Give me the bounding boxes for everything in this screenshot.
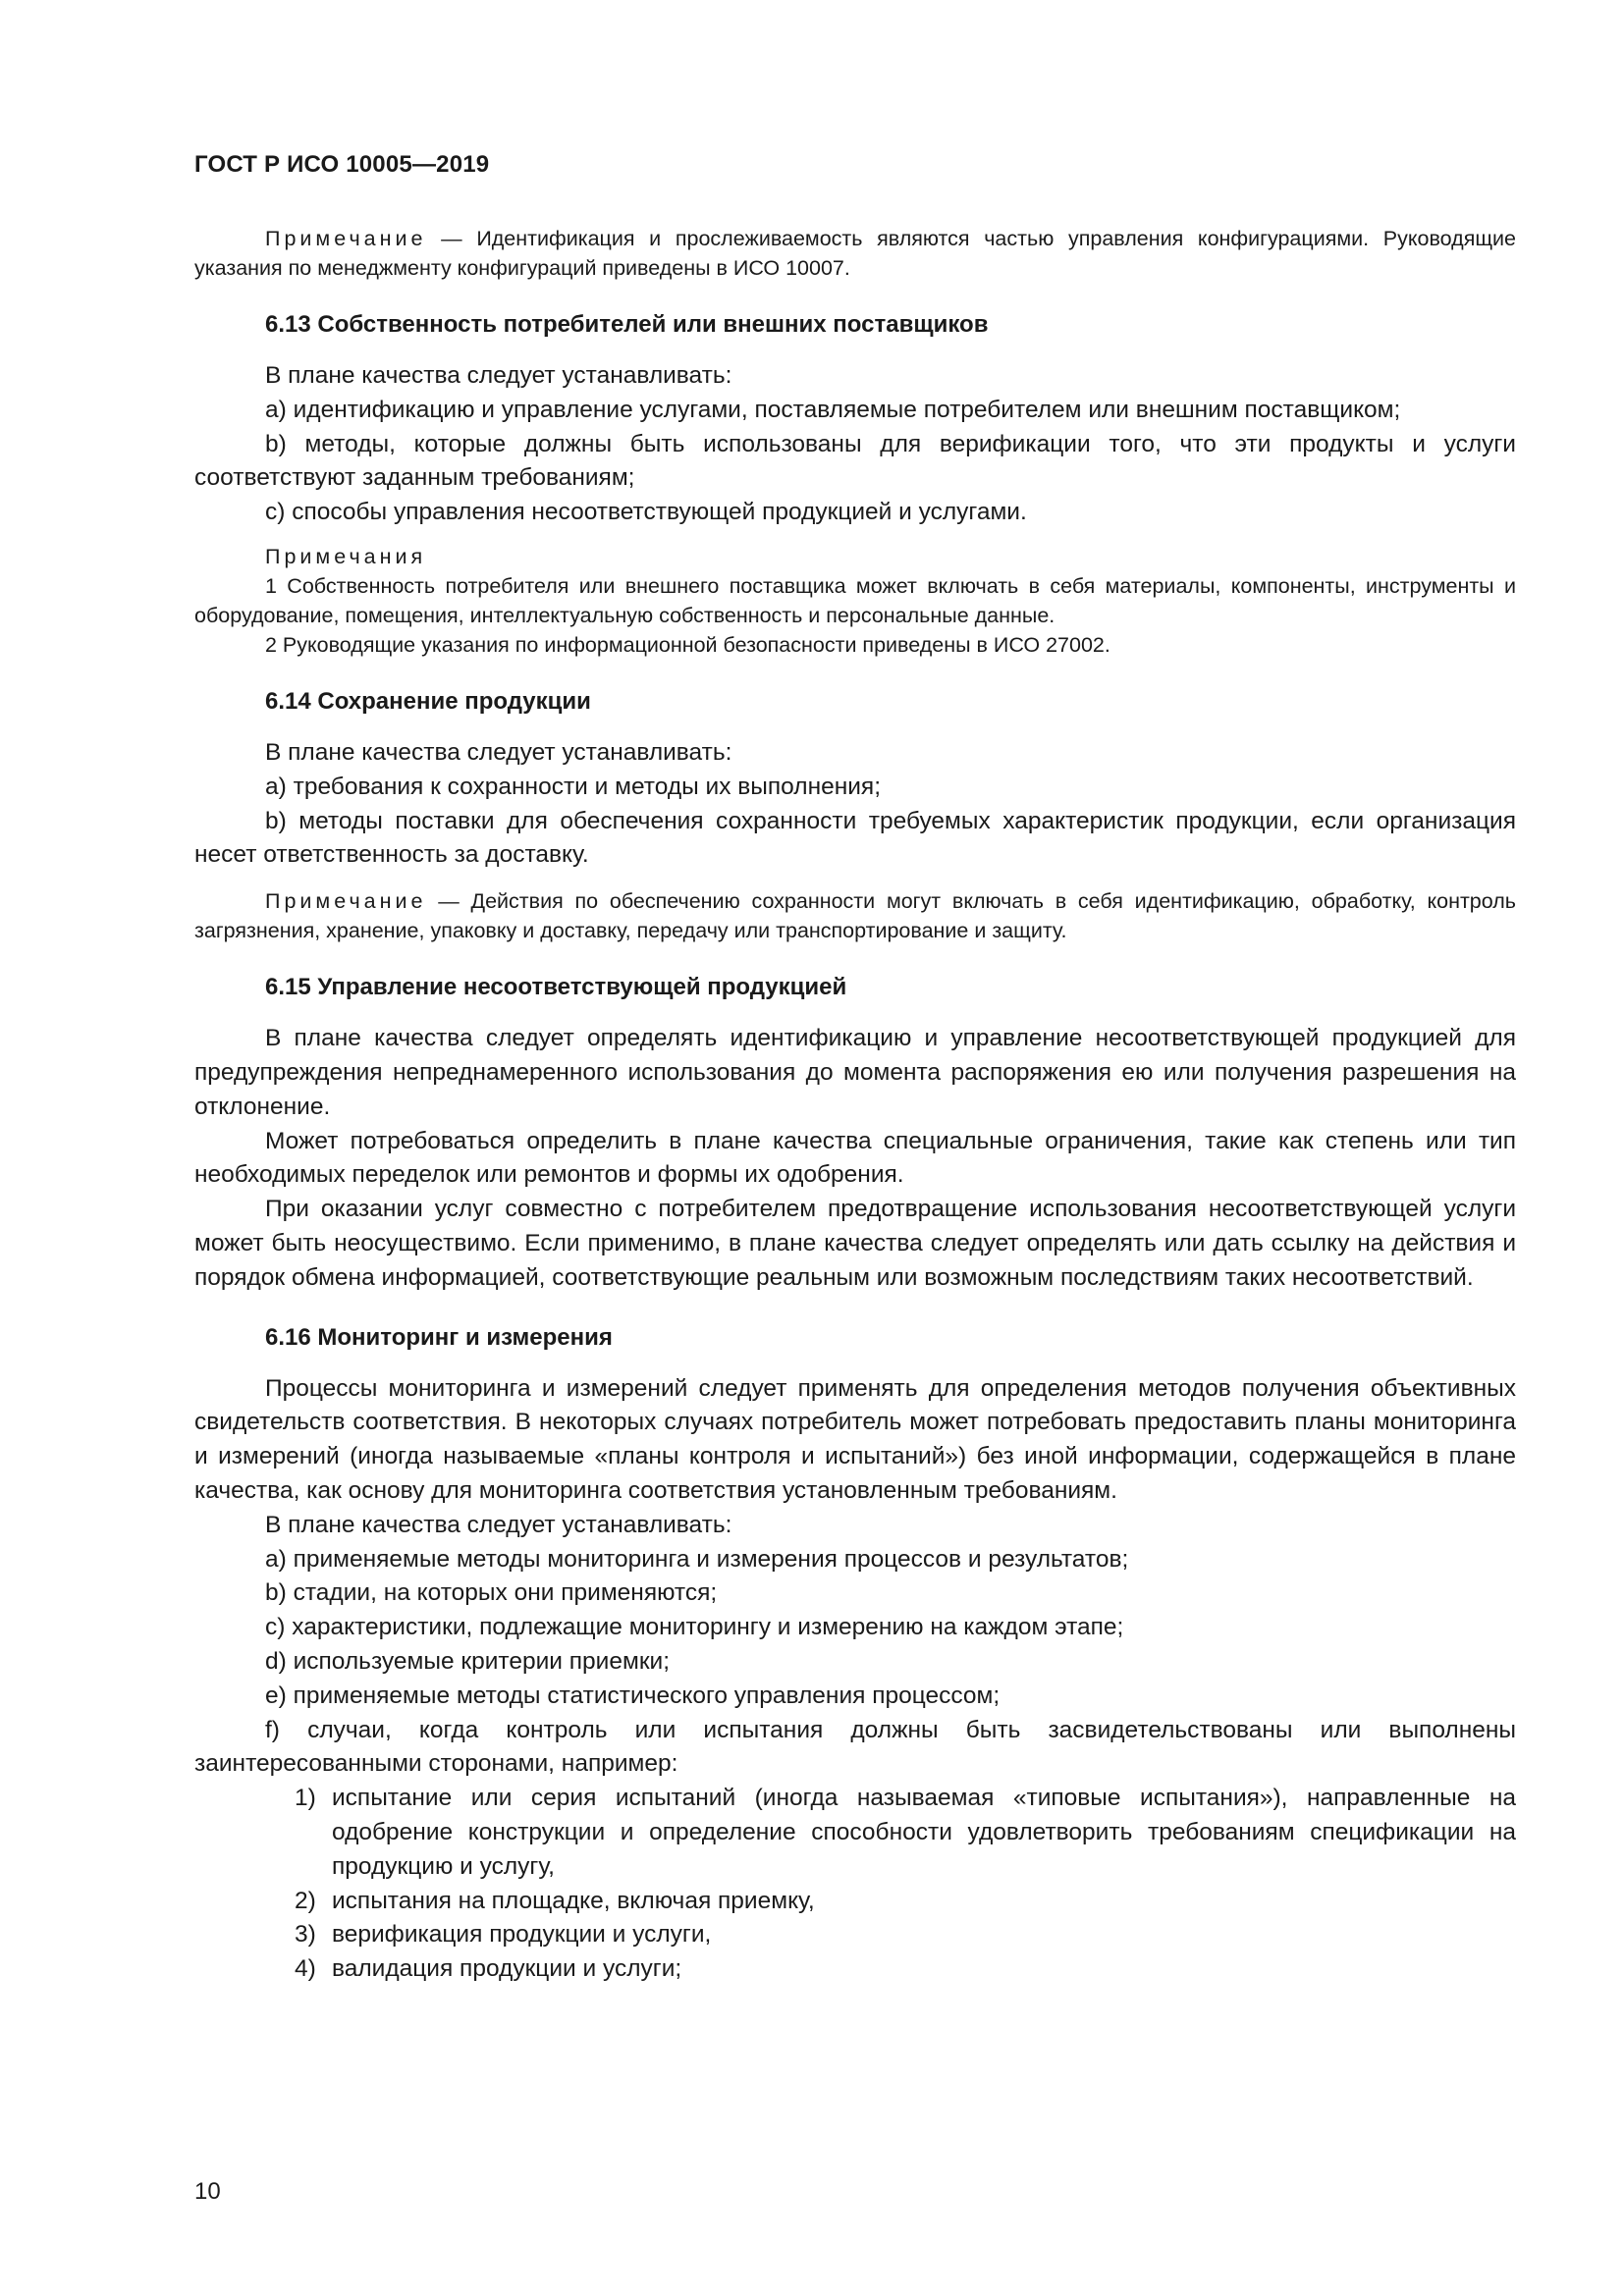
section-heading-6-15: 6.15 Управление несоответствующей продукцией [265,974,847,1001]
section-heading-6-13: 6.13 Собственность потребителей или внешних поставщиков [265,311,989,338]
note-intro [194,224,1516,283]
note-text: — Действия по обеспечению сохранности могут включать в себя идентификацию, обработку, контроль загрязнения, хранение, упаковку и доставку, передачу или транспортирование и защиту. [194,889,1516,943]
list-item: b) методы, которые должны быть использованы для верификации того, что эти продукты и услуги соответствуют заданным требованиям; [194,430,1516,492]
list-item: c) характеристики, подлежащие мониторингу и измерению на каждом этапе; [265,1614,1124,1641]
sub-list-item [295,1885,1516,1919]
notes-title [194,542,1516,571]
list-item: b) стадии, на которых они применяются; [265,1579,718,1607]
note-item: 2 Руководящие указания по информационной безопасности приведены в ИСО 27002. [265,632,1110,657]
list-item: d) используемые критерии приемки; [265,1647,671,1675]
paragraph: Процессы мониторинга и измерений следует применять для определения методов получения объективных свидетельств соответствия. В некоторых случаях потребитель может потребовать предоставить планы мониторинга и измерений (иногда называемые «планы контроля и испытаний») без иной информации, содержащейся в плане качества, как основу для мониторинга соответствия установленным требованиям. [194,1374,1516,1504]
sub-list-text: верификация продукции и услуги, [332,1921,712,1949]
sub-list-number: 4) [295,1955,316,1983]
list-item: a) идентификацию и управление услугами, поставляемые потребителем или внешним поставщиком; [265,396,1401,423]
paragraph: В плане качества следует устанавливать: [265,1511,732,1538]
sub-list-item [295,1952,1516,1987]
sub-list-text: валидация продукции и услуги; [332,1955,682,1983]
document-page [194,0,1516,2296]
sub-list-text: испытания на площадке, включая приемку, [332,1887,815,1914]
page-number: 10 [194,2178,221,2205]
sub-list-item [295,1918,1516,1952]
sub-list-number: 3) [295,1921,316,1949]
notes-label: Примечания [265,544,427,568]
note-label: Примечание [265,889,427,914]
paragraph: При оказании услуг совместно с потребителем предотвращение использования несоответствующей услуги может быть неосуществимо. Если применимо, в плане качества следует определять или дать ссылку на действия и порядок обмена информацией, соответствующие реальным или возможным последствиям таких несоответствий. [194,1196,1516,1291]
paragraph: В плане качества следует устанавливать: [265,738,732,766]
list-item: e) применяемые методы статистического управления процессом; [265,1682,1001,1709]
section-heading-6-16: 6.16 Мониторинг и измерения [265,1323,613,1351]
page-content [194,224,1516,1987]
paragraph: Может потребоваться определить в плане качества специальные ограничения, такие как степень или тип необходимых переделок или ремонтов и формы их одобрения. [194,1127,1516,1189]
sub-list-item [295,1782,1516,1884]
list-item: a) применяемые методы мониторинга и измерения процессов и результатов; [265,1545,1129,1573]
sub-list-text: испытание или серия испытаний (иногда называемая «типовые испытания»), направленные на одобрение конструкции и определение способности удовлетворить требованиям спецификации на продукцию и услугу, [332,1785,1516,1880]
note-text: — Идентификация и прослеживаемость являются частью управления конфигурациями. Руководящие указания по менеджменту конфигураций приведены в ИСО 10007. [194,227,1516,280]
note-6-14 [194,886,1516,945]
list-item: a) требования к сохранности и методы их выполнения; [265,773,882,800]
sub-list-number: 2) [295,1887,316,1914]
note-label: Примечание [265,227,427,250]
list-item: f) случаи, когда контроль или испытания должны быть засвидетельствованы или выполнены заинтересованными сторонами, например: [194,1716,1516,1778]
sub-list-number: 1) [295,1785,316,1812]
list-item: b) методы поставки для обеспечения сохранности требуемых характеристик продукции, если организация несет ответственность за доставку. [194,807,1516,869]
paragraph: В плане качества следует определять идентификацию и управление несоответствующей продукцией для предупреждения непреднамеренного использования до момента распоряжения ею или получения разрешения на отклонение. [194,1025,1516,1120]
sub-list [194,1782,1516,1987]
document-header: ГОСТ Р ИСО 10005—2019 [194,151,490,178]
note-item: 1 Собственность потребителя или внешнего поставщика может включать в себя материалы, компоненты, инструменты и оборудование, помещения, интеллектуальную собственность и персональные данные. [194,573,1516,627]
list-item: c) способы управления несоответствующей продукцией и услугами. [265,499,1027,526]
paragraph: В плане качества следует устанавливать: [265,362,732,389]
section-heading-6-14: 6.14 Сохранение продукции [265,687,591,715]
